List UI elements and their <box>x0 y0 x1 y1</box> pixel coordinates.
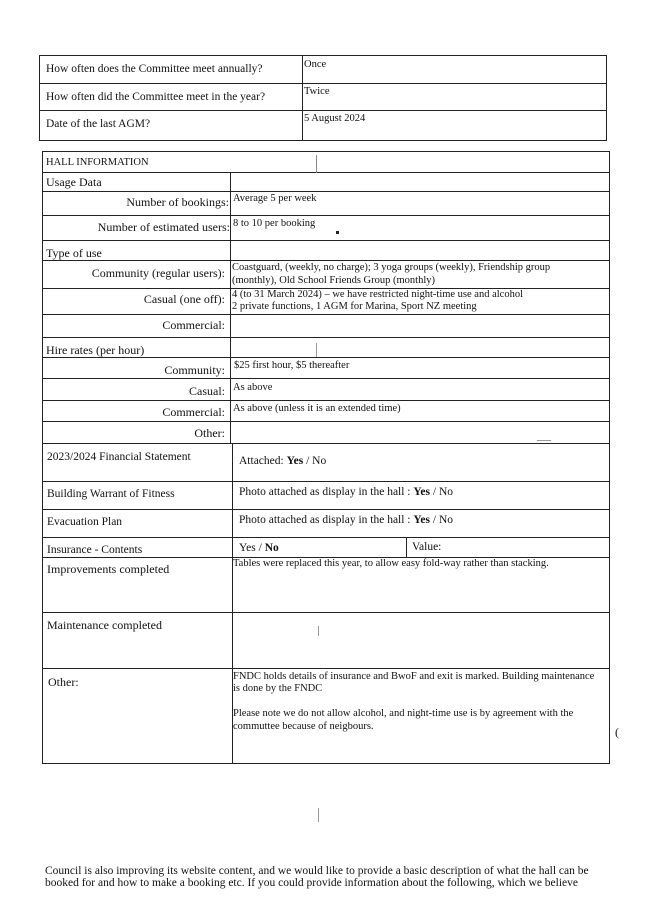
other-text-line-3: Please note we do not allow alcohol, and night-time use is by agreement with the <box>233 708 574 719</box>
row-divider <box>42 378 610 379</box>
improvements-text: Tables were replaced this year, to allow easy fold-way rather than stacking. <box>233 558 549 569</box>
community-use-label: Community (regular users): <box>91 266 225 280</box>
scan-speck <box>316 155 317 173</box>
casual-use-line-1: 4 (to 31 March 2024) – we have restricted night-time use and alcohol <box>232 289 523 300</box>
row-divider <box>42 443 610 444</box>
bookings-label: Number of bookings: <box>126 195 229 209</box>
other-text-line-4: commuttee because of neigbours. <box>233 721 374 732</box>
maintenance-label: Maintenance completed <box>47 618 162 632</box>
scan-speck <box>318 808 319 822</box>
row-divider <box>42 172 610 173</box>
financial-statement-value <box>239 455 326 468</box>
hire-casual-label: Casual: <box>189 384 225 398</box>
footer-line-2: booked for and how to make a booking etc. If you could provide information about the following, which we believe <box>45 877 579 889</box>
row-divider <box>42 421 610 422</box>
committee-row-divider <box>39 83 607 84</box>
evacuation-prefix: Photo attached as display in the hall : <box>239 514 414 526</box>
insurance-value-label: Value: <box>412 541 442 553</box>
insurance-yes: Yes <box>239 542 256 554</box>
meet-in-year-question: How often did the Committee meet in the year? <box>46 91 266 103</box>
community-use-line-2: (monthly), Old School Friends Group (monthly) <box>232 275 435 286</box>
improvements-label: Improvements completed <box>47 562 170 576</box>
row-divider <box>42 612 610 613</box>
margin-mark: ( <box>615 725 619 739</box>
hall-information-heading: HALL INFORMATION <box>46 157 149 168</box>
financial-attached-prefix: Attached: <box>239 455 287 467</box>
last-agm-question: Date of the last AGM? <box>46 118 151 130</box>
casual-use-label: Casual (one off): <box>143 292 225 306</box>
last-agm-answer: 5 August 2024 <box>304 113 366 124</box>
other-text-line-2: is done by the FNDC <box>233 683 323 694</box>
wof-no: / No <box>430 486 454 498</box>
insurance-value <box>239 542 279 555</box>
hire-community-label: Community: <box>164 363 225 377</box>
usage-data-title: Usage Data <box>46 175 102 189</box>
footer-line-1: Council is also improving its website content, and we would like to provide a basic description of what the hall can be <box>45 865 589 877</box>
scan-speck <box>336 231 339 234</box>
estimated-users-label: Number of estimated users: <box>97 220 230 234</box>
hire-community-value: $25 first hour, $5 thereafter <box>234 360 350 371</box>
type-of-use-title: Type of use <box>46 246 102 260</box>
other-text-line-1: FNDC holds details of insurance and BwoF and exit is marked. Building maintenance <box>233 671 595 682</box>
evacuation-value <box>239 514 453 527</box>
insurance-label: Insurance - Contents <box>47 544 143 556</box>
scan-speck <box>316 343 317 357</box>
row-divider <box>42 240 610 241</box>
evacuation-label: Evacuation Plan <box>47 516 123 528</box>
insurance-value-divider <box>406 537 407 557</box>
meet-annually-answer: Once <box>304 59 327 70</box>
row-divider <box>42 337 610 338</box>
row-divider <box>42 191 610 192</box>
casual-use-line-2: 2 private functions, 1 AGM for Marina, Sport NZ meeting <box>232 301 477 312</box>
row-divider <box>42 400 610 401</box>
financial-statement-label: 2023/2024 Financial Statement <box>47 451 191 463</box>
hire-rates-title: Hire rates (per hour) <box>46 343 145 357</box>
row-divider <box>42 481 610 482</box>
committee-row-divider <box>39 110 607 111</box>
commercial-use-label: Commercial: <box>162 318 225 332</box>
financial-no: / No <box>303 455 327 467</box>
financial-yes: Yes <box>286 455 304 467</box>
evacuation-no: / No <box>430 514 454 526</box>
evacuation-yes: Yes <box>413 514 431 526</box>
bookings-value: Average 5 per week <box>233 193 317 204</box>
wof-label: Building Warrant of Fitness <box>47 488 175 500</box>
wof-yes: Yes <box>413 486 431 498</box>
row-divider <box>42 314 610 315</box>
hire-other-label: Other: <box>194 426 225 440</box>
scan-speck <box>318 626 319 636</box>
other-label: Other: <box>48 675 79 689</box>
hire-casual-value: As above <box>233 382 273 393</box>
meet-annually-question: How often does the Committee meet annually? <box>46 63 263 75</box>
insurance-no: No <box>264 542 279 554</box>
insurance-sep: / <box>255 542 265 554</box>
hire-commercial-value: As above (unless it is an extended time) <box>233 403 401 414</box>
scan-speck <box>537 440 551 441</box>
row-divider <box>42 537 610 538</box>
wof-prefix: Photo attached as display in the hall : <box>239 486 414 498</box>
row-divider <box>42 215 610 216</box>
meet-in-year-answer: Twice <box>304 86 330 97</box>
label-column-divider <box>230 172 231 443</box>
estimated-users-value: 8 to 10 per booking <box>233 218 316 229</box>
community-use-line-1: Coastguard, (weekly, no charge); 3 yoga groups (weekly), Friendship group <box>232 262 551 273</box>
committee-column-divider <box>302 55 303 141</box>
row-divider <box>42 668 610 669</box>
hire-commercial-label: Commercial: <box>162 405 225 419</box>
wof-value <box>239 486 453 499</box>
row-divider <box>42 260 610 261</box>
row-divider <box>42 509 610 510</box>
